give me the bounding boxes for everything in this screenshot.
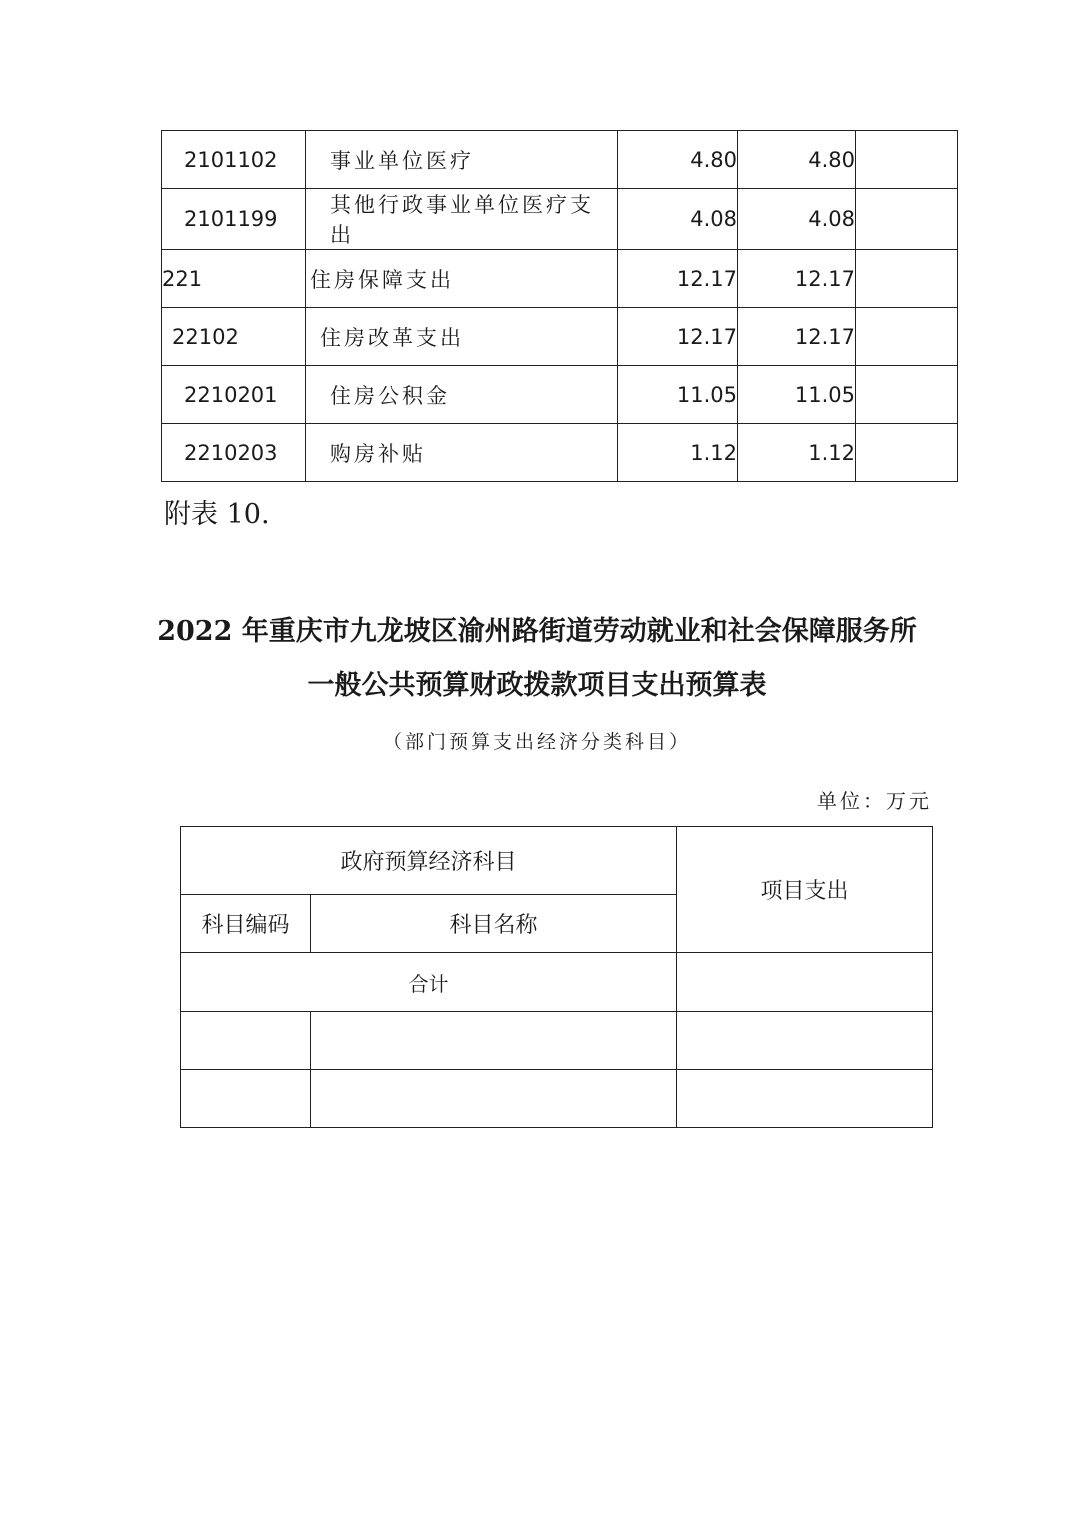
subject-name-cell: [311, 1070, 677, 1128]
table-row: [162, 189, 958, 250]
amount-basic-cell: 1.12: [738, 424, 856, 482]
page-title-line2: 一般公共预算财政拨款项目支出预算表: [307, 670, 767, 701]
total-label: 合计: [181, 953, 677, 1012]
header-subject-name: 科目名称: [311, 895, 677, 953]
table-row: [162, 424, 958, 482]
expenditure-table-continued: [161, 130, 958, 482]
subject-name-cell: 事业单位医疗: [306, 131, 618, 189]
amount-basic-cell: 12.17: [738, 308, 856, 366]
table-row: [181, 1070, 933, 1128]
table-row: [162, 131, 958, 189]
amount-project-cell: [856, 366, 958, 424]
subject-name-cell: 住房保障支出: [306, 250, 618, 308]
amount-project-cell: [856, 131, 958, 189]
subject-code-cell: 22102: [162, 308, 306, 366]
subject-name-cell: [311, 1012, 677, 1070]
subject-name-cell: 住房公积金: [306, 366, 618, 424]
total-value-cell: [677, 953, 933, 1012]
amount-total-cell: 12.17: [618, 308, 738, 366]
subject-code-cell: 2210203: [162, 424, 306, 482]
amount-total-cell: 11.05: [618, 366, 738, 424]
amount-project-cell: [856, 189, 958, 250]
project-amount-cell: [677, 1012, 933, 1070]
amount-basic-cell: 4.80: [738, 131, 856, 189]
header-economic-subject: 政府预算经济科目: [181, 827, 677, 895]
subject-code-cell: 2101199: [162, 189, 306, 250]
amount-project-cell: [856, 250, 958, 308]
amount-total-cell: 1.12: [618, 424, 738, 482]
project-amount-cell: [677, 1070, 933, 1128]
table-header-row: [181, 827, 933, 895]
subject-code-cell: [181, 1070, 311, 1128]
amount-total-cell: 4.80: [618, 131, 738, 189]
subject-name-cell: 购房补贴: [306, 424, 618, 482]
subject-code-cell: [181, 1012, 311, 1070]
amount-basic-cell: 11.05: [738, 366, 856, 424]
table-row: [162, 250, 958, 308]
table-row: [181, 1012, 933, 1070]
amount-total-cell: 12.17: [618, 250, 738, 308]
project-expenditure-table: [180, 826, 933, 1128]
subject-name-cell: 其他行政事业单位医疗支出: [306, 189, 618, 250]
amount-total-cell: 4.08: [618, 189, 738, 250]
subject-code-cell: 2101102: [162, 131, 306, 189]
table-row: [162, 308, 958, 366]
subject-name-cell: 住房改革支出: [306, 308, 618, 366]
header-subject-code: 科目编码: [181, 895, 311, 953]
header-project-expenditure: 项目支出: [677, 827, 933, 953]
unit-label: 单位：万元: [817, 789, 932, 813]
subject-code-cell: 221: [162, 250, 306, 308]
amount-basic-cell: 4.08: [738, 189, 856, 250]
page-title: 2022 年重庆市九龙坡区渝州路街道劳动就业和社会保障服务所: [157, 616, 917, 647]
total-row: [181, 953, 933, 1012]
table-row: [162, 366, 958, 424]
amount-basic-cell: 12.17: [738, 250, 856, 308]
appendix-label: 附表 10.: [164, 499, 270, 530]
amount-project-cell: [856, 424, 958, 482]
page-subtitle: （部门预算支出经济分类科目）: [382, 731, 691, 753]
amount-project-cell: [856, 308, 958, 366]
subject-code-cell: 2210201: [162, 366, 306, 424]
